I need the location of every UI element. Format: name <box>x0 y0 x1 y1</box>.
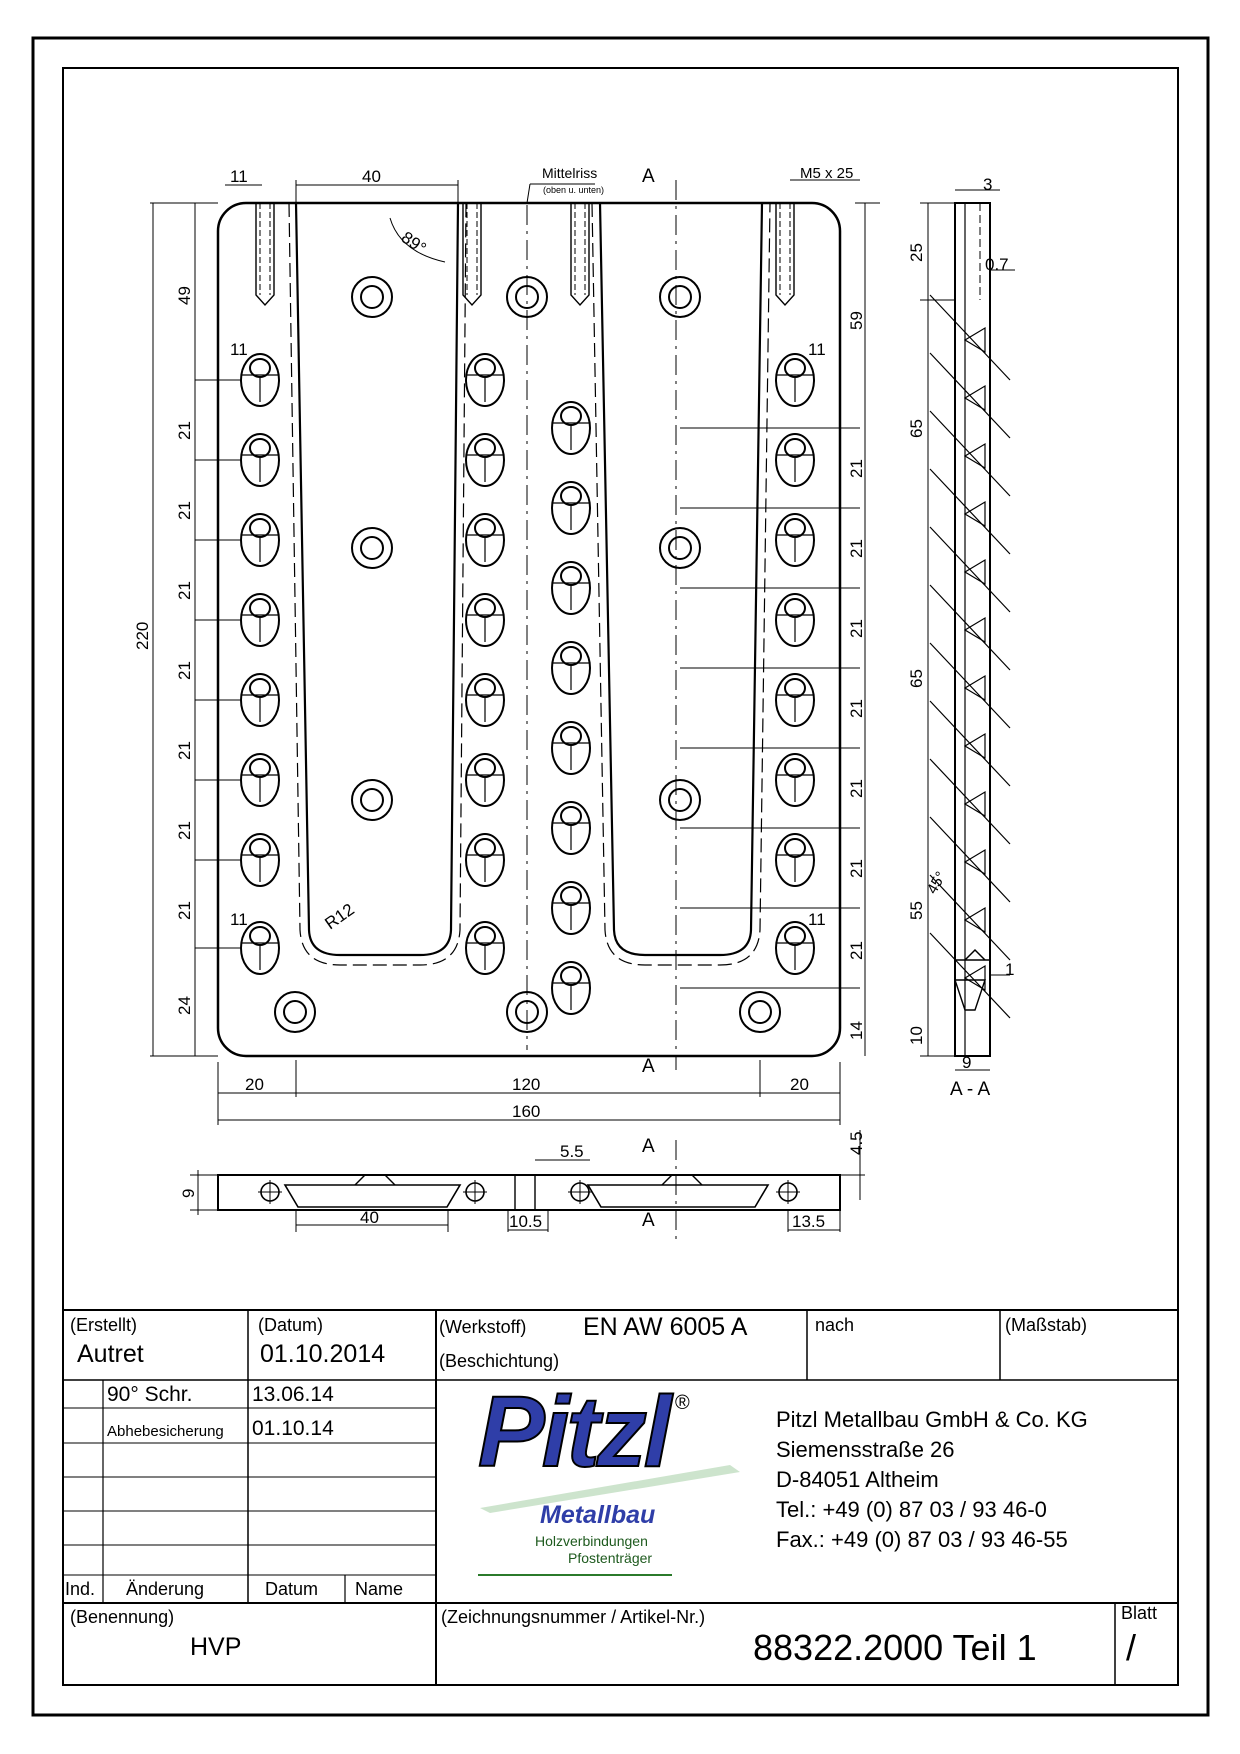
hatch-notch <box>965 328 985 352</box>
side-dim-10: 10 <box>907 1026 926 1045</box>
side-dim-9: 9 <box>962 1053 972 1072</box>
hatch-notch <box>965 734 985 758</box>
dim-right-21: 21 <box>847 619 866 638</box>
oval-hole-inner <box>250 839 270 857</box>
datum-label: (Datum) <box>258 1315 324 1335</box>
beschichtung-label: (Beschichtung) <box>439 1351 560 1371</box>
logo-line-holzverbindungen: Holzverbindungen <box>535 1533 648 1549</box>
side-hatching <box>930 295 1010 1018</box>
oval-hole-inner <box>561 567 581 585</box>
oval-hole-inner <box>250 599 270 617</box>
round-hole-inner <box>361 537 383 559</box>
revision-2-change: Abhebesicherung <box>107 1423 224 1440</box>
company-fax: Fax.: +49 (0) 87 03 / 93 46-55 <box>776 1527 1068 1552</box>
dimension-lines <box>150 180 880 1125</box>
datum-value: 01.10.2014 <box>260 1340 386 1368</box>
dim-bottom-20-b: 20 <box>790 1075 809 1094</box>
dim-left-21: 21 <box>175 821 194 840</box>
dim-left-21-group <box>175 421 194 920</box>
erstellt-value: Autret <box>77 1340 144 1368</box>
dim-bottom-20-a: 20 <box>245 1075 264 1094</box>
dim-bottom-120: 120 <box>512 1075 541 1094</box>
round-hole-outer <box>352 780 392 820</box>
oval-hole-inner <box>561 487 581 505</box>
dim-inner-11-a: 11 <box>230 340 248 359</box>
logo-metallbau: Metallbau <box>540 1501 656 1529</box>
oval-hole-inner <box>475 599 495 617</box>
erstellt-label: (Erstellt) <box>70 1315 137 1335</box>
oval-hole-inner <box>785 759 805 777</box>
nach-label: nach <box>815 1315 855 1335</box>
round-hole-inner <box>669 789 691 811</box>
oval-hole-inner <box>475 927 495 945</box>
plate-outline <box>218 203 840 1056</box>
side-dim-65-a: 65 <box>907 419 926 438</box>
oval-hole-inner <box>785 359 805 377</box>
side-dim-0-7: 0.7 <box>985 255 1009 274</box>
oval-hole-inner <box>475 839 495 857</box>
round-hole-inner <box>361 789 383 811</box>
bottom-dim-40: 40 <box>360 1208 379 1227</box>
benennung-value: HVP <box>190 1633 242 1661</box>
label-thread: M5 x 25 <box>800 165 854 182</box>
oval-hole-inner <box>475 679 495 697</box>
dim-inner-11-b: 11 <box>808 340 826 359</box>
werkstoff-label: (Werkstoff) <box>439 1317 527 1337</box>
dim-left-21: 21 <box>175 661 194 680</box>
oval-hole-inner <box>250 759 270 777</box>
dim-right-21: 21 <box>847 539 866 558</box>
oval-hole-inner <box>250 927 270 945</box>
bottom-view-labels <box>179 1131 866 1231</box>
oval-hole-inner <box>475 759 495 777</box>
side-dim-45: 45° <box>923 868 950 897</box>
dim-left-21: 21 <box>175 901 194 920</box>
dim-top-left-11: 11 <box>230 167 248 186</box>
side-dim-65-b: 65 <box>907 669 926 688</box>
slot-right <box>600 203 762 955</box>
bottom-section-mark-top: A <box>642 1136 655 1157</box>
round-hole-outer <box>352 528 392 568</box>
dim-left-49: 49 <box>175 286 194 305</box>
dim-right-21: 21 <box>847 779 866 798</box>
dim-right-21: 21 <box>847 459 866 478</box>
side-section-view <box>920 190 1015 1070</box>
bottom-dim-10-5: 10.5 <box>509 1212 543 1231</box>
round-hole-outer <box>660 528 700 568</box>
dim-inner-11-c: 11 <box>230 910 248 929</box>
company-street: Siemensstraße 26 <box>776 1437 955 1462</box>
oval-hole-inner <box>785 679 805 697</box>
side-dim-55: 55 <box>907 901 926 920</box>
side-dim-1: 1 <box>1005 960 1015 979</box>
dim-bottom-160: 160 <box>512 1102 541 1121</box>
dim-left-24: 24 <box>175 996 194 1015</box>
round-hole-outer <box>660 277 700 317</box>
slot-left-dashed <box>289 203 466 965</box>
company-tel: Tel.: +49 (0) 87 03 / 93 46-0 <box>776 1497 1047 1522</box>
revision-2-date: 01.10.14 <box>252 1417 334 1440</box>
dim-left-21: 21 <box>175 741 194 760</box>
oval-hole-inner <box>250 439 270 457</box>
thread-outline <box>571 203 589 305</box>
bottom-section-mark-bottom: A <box>642 1210 655 1231</box>
oval-hole-inner <box>561 407 581 425</box>
dim-left-21: 21 <box>175 421 194 440</box>
oval-hole-inner <box>785 927 805 945</box>
thread-outline <box>776 203 794 305</box>
oval-hole-inner <box>250 359 270 377</box>
oval-hole-inner <box>785 839 805 857</box>
hatch-notch <box>965 560 985 584</box>
oval-hole-inner <box>785 439 805 457</box>
logo-registered: ® <box>675 1392 690 1414</box>
oval-hole-inner <box>250 679 270 697</box>
zeichnungsnummer-value: 88322.2000 Teil 1 <box>753 1627 1037 1668</box>
bottom-dim-4-5: 4.5 <box>847 1131 866 1155</box>
round-hole-outer <box>660 780 700 820</box>
bottom-holes <box>258 1180 800 1204</box>
revision-1-change: 90° Schr. <box>107 1383 193 1406</box>
dim-top-40: 40 <box>362 167 381 186</box>
oval-hole-inner <box>475 519 495 537</box>
round-hole-inner <box>284 1001 306 1023</box>
blatt-value: / <box>1126 1627 1137 1668</box>
dim-angle: 89° <box>397 227 430 259</box>
oval-hole-inner <box>561 887 581 905</box>
side-dim-25: 25 <box>907 243 926 262</box>
hatch-notch <box>965 850 985 874</box>
rev-header-datum: Datum <box>265 1579 319 1599</box>
oval-hole-inner <box>475 359 495 377</box>
massstab-label: (Maßstab) <box>1005 1315 1088 1335</box>
round-hole-inner <box>669 286 691 308</box>
round-hole-inner <box>749 1001 771 1023</box>
werkstoff-value: EN AW 6005 A <box>583 1313 748 1341</box>
hatch-notch <box>965 502 985 526</box>
revision-1-date: 13.06.14 <box>252 1383 334 1406</box>
dim-left-21: 21 <box>175 581 194 600</box>
dim-left-220: 220 <box>133 621 152 650</box>
side-section-label: A - A <box>950 1079 991 1100</box>
oval-hole-inner <box>785 519 805 537</box>
dim-inner-11-d: 11 <box>808 910 826 929</box>
section-mark-top: A <box>642 166 655 187</box>
top-view <box>150 180 880 1125</box>
oval-hole-inner <box>475 439 495 457</box>
oval-hole-inner <box>785 599 805 617</box>
round-hole-inner <box>669 537 691 559</box>
round-hole-outer <box>740 992 780 1032</box>
thread-outline <box>256 203 274 305</box>
oval-hole-inner <box>561 807 581 825</box>
rev-header-name: Name <box>355 1579 404 1599</box>
company-city: D-84051 Altheim <box>776 1467 939 1492</box>
dim-right-21: 21 <box>847 859 866 878</box>
dim-left-21: 21 <box>175 501 194 520</box>
dim-right-59: 59 <box>847 311 866 330</box>
bottom-dim-5-5: 5.5 <box>560 1142 584 1161</box>
dim-right-21: 21 <box>847 699 866 718</box>
logo-wordmark: Pitzl <box>478 1376 669 1488</box>
side-section-labels <box>907 175 1014 1100</box>
oval-hole-inner <box>250 519 270 537</box>
round-hole-inner <box>361 286 383 308</box>
company-name: Pitzl Metallbau GmbH & Co. KG <box>776 1407 1088 1432</box>
zeichnungsnummer-label: (Zeichnungsnummer / Artikel-Nr.) <box>441 1607 706 1627</box>
rev-header-aenderung: Änderung <box>126 1579 205 1599</box>
section-mark-bottom: A <box>642 1056 655 1077</box>
label-mittelriss-note: (oben u. unten) <box>543 185 605 195</box>
label-mittelriss: Mittelriss <box>542 165 598 181</box>
hatch-notch <box>965 966 985 990</box>
round-hole-outer <box>352 277 392 317</box>
dim-right-21: 21 <box>847 941 866 960</box>
hatch-notch <box>965 792 985 816</box>
logo-line-pfostentraeger: Pfostenträger <box>568 1550 653 1566</box>
hatch-notch <box>965 386 985 410</box>
benennung-label: (Benennung) <box>70 1607 175 1627</box>
dim-right-21-group <box>847 459 866 960</box>
rev-header-ind: Ind. <box>65 1579 96 1599</box>
dim-right-14: 14 <box>847 1021 866 1040</box>
hatch-notch <box>965 676 985 700</box>
hatch-notch <box>965 908 985 932</box>
bottom-dim-9: 9 <box>179 1188 198 1198</box>
threaded-holes <box>256 203 794 305</box>
side-dim-3: 3 <box>983 175 993 194</box>
blatt-label: Blatt <box>1121 1603 1158 1623</box>
dim-radius: R12 <box>321 899 358 934</box>
round-hole-outer <box>275 992 315 1032</box>
oval-hole-inner <box>561 967 581 985</box>
hatch-notch <box>965 618 985 642</box>
oval-hole-inner <box>561 647 581 665</box>
oval-hole-inner <box>561 727 581 745</box>
bottom-dim-13-5: 13.5 <box>792 1212 826 1231</box>
hatch-notch <box>965 444 985 468</box>
